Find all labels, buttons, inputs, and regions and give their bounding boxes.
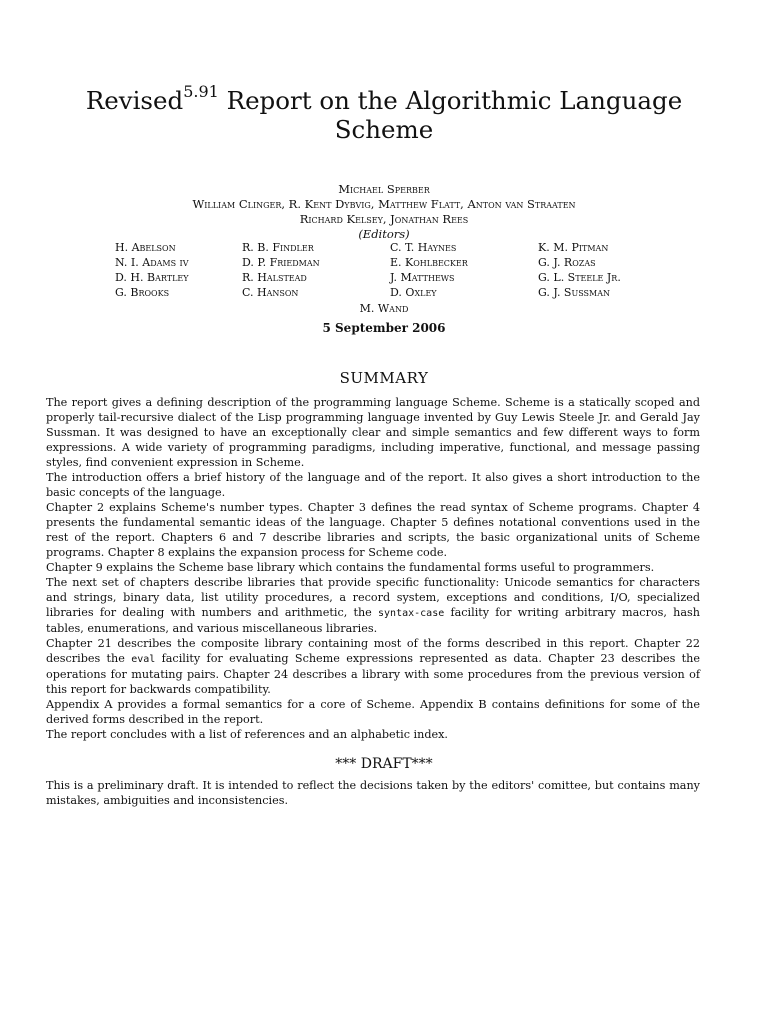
- contributor: R. B. Findler: [242, 241, 314, 254]
- summary-paragraph: Appendix A provides a formal semantics for a core of Scheme. Appendix B contains definitions for some of the derived forms described in the report.: [46, 698, 700, 726]
- draft-body: [46, 778, 700, 808]
- contributor: D. H. Bartley: [115, 271, 189, 284]
- document-date: 5 September 2006: [322, 321, 446, 335]
- contributor: C. Hanson: [242, 286, 299, 299]
- contributor: J. Matthews: [390, 271, 455, 284]
- document-title: [0, 81, 768, 144]
- contributor: G. Brooks: [115, 286, 170, 299]
- editors-label: (Editors): [358, 227, 410, 241]
- contributor: G. L. Steele Jr.: [538, 271, 621, 284]
- code-syntax-case: syntax-case: [378, 608, 445, 619]
- last-contributor: M. Wand: [359, 302, 409, 315]
- title-line2: Scheme: [334, 115, 434, 144]
- contributor: H. Abelson: [115, 241, 176, 254]
- summary-paragraph: The report gives a defining description of the programming language Scheme. Scheme is a statically scoped and properly tail-recursive dialect of the Lisp programming language invented by Guy Lewis Steele Jr. and Gerald Jay Sussman. It was designed to have an exceptionally clear and simple semantics and few different ways to form expressions. A wide variety of programming paradigms, including imperative, functional, and message passing styles, find convenient expression in Scheme.: [46, 396, 700, 469]
- summary-paragraph: Chapter 9 explains the Scheme base library which contains the fundamental forms useful to programmers.: [46, 561, 655, 574]
- summary-paragraph: The report concludes with a list of references and an alphabetic index.: [46, 728, 448, 741]
- contributor: K. M. Pitman: [538, 241, 609, 254]
- contributor: N. I. Adams iv: [115, 256, 189, 269]
- summary-paragraph: [46, 575, 700, 636]
- summary-paragraph: The introduction offers a brief history of the language and of the report. It also gives a short introduction to the basic concepts of the language.: [46, 471, 700, 499]
- summary-text: Chapter 21 describes the composite library containing most of the forms described in this report. Chapter 22 describes the: [46, 637, 700, 665]
- contributor: D. P. Friedman: [242, 256, 320, 269]
- contributors-grid: [115, 241, 715, 300]
- draft-heading: *** DRAFT***: [335, 756, 433, 772]
- contributor: R. Halstead: [242, 271, 307, 284]
- summary-text: The next set of chapters describe libraries that provide specific functionality: Unicode semantics for characters and strings, binary data, list utility procedures, a record system, exceptions and conditions, I/O, specialized libraries for dealing with numbers and arithmetic, the: [46, 576, 700, 619]
- coeditors-line-1: William Clinger, R. Kent Dybvig, Matthew Flatt, Anton van Straaten: [192, 197, 576, 211]
- coeditors-line-2: Richard Kelsey, Jonathan Rees: [299, 212, 469, 226]
- code-eval: eval: [131, 654, 156, 665]
- title-suffix: Report on the Algorithmic Language: [218, 86, 683, 115]
- summary-paragraph: Chapter 2 explains Scheme's number types. Chapter 3 defines the read syntax of Scheme programs. Chapter 4 presents the fundamental semantic ideas of the language. Chapter 5 defines notational conventions used in the rest of the report. Chapters 6 and 7 describe libraries and scripts, the basic organizational units of Scheme programs. Chapter 8 explains the expansion process for Scheme code.: [46, 501, 700, 559]
- title-version: 5.91: [183, 81, 219, 101]
- draft-paragraph: This is a preliminary draft. It is intended to reflect the decisions taken by the editors' comittee, but contains many mistakes, ambiguities and inconsistencies.: [46, 779, 700, 807]
- summary-text: facility for writing arbitrary macros, hash tables, enumerations, and various miscellaneous libraries.: [46, 606, 700, 635]
- contributor: G. J. Sussman: [538, 286, 611, 299]
- editor-name: Michael Sperber: [338, 182, 430, 196]
- summary-text: facility for evaluating Scheme expressions represented as data. Chapter 23 describes the operations for mutating pairs. Chapter 24 describes a library with some procedures from the previous version of this report for backwards compatibility.: [46, 652, 700, 696]
- summary-paragraph: [46, 636, 700, 697]
- summary-body: [46, 395, 700, 742]
- summary-heading: SUMMARY: [339, 369, 429, 387]
- title-prefix: Revised: [85, 86, 184, 115]
- contributor: D. Oxley: [390, 286, 437, 299]
- contributor: E. Kohlbecker: [390, 256, 468, 269]
- contributor: C. T. Haynes: [390, 241, 457, 254]
- contributor: G. J. Rozas: [538, 256, 596, 269]
